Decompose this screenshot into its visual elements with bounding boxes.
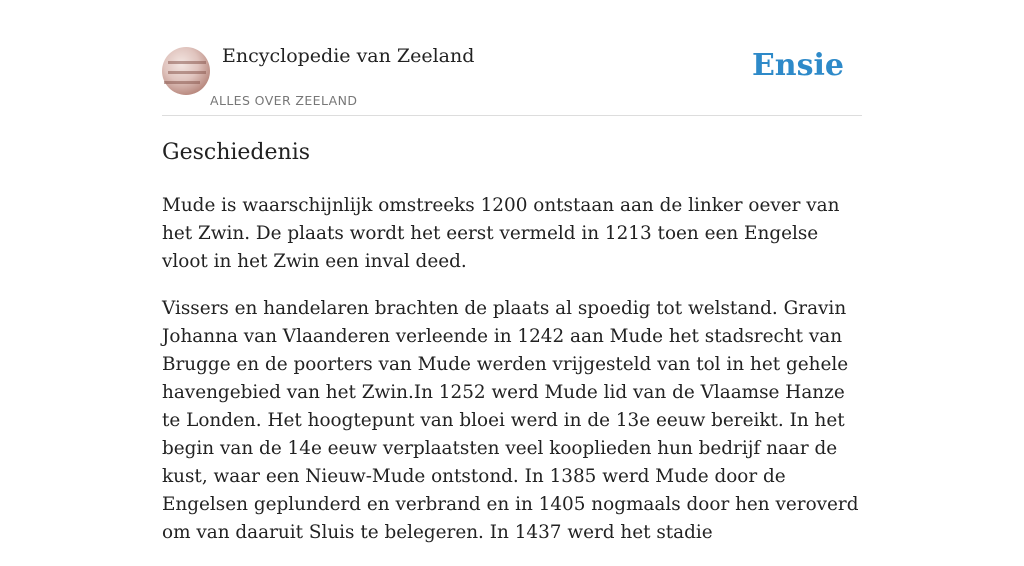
brand-logo-link[interactable]: Ensie xyxy=(751,48,844,83)
bookshelf-avatar-icon xyxy=(168,71,206,74)
bookshelf-avatar-icon xyxy=(164,81,200,84)
bookshelf-avatar-icon xyxy=(168,61,206,64)
avatar[interactable] xyxy=(162,47,210,95)
page-container xyxy=(162,0,862,543)
article-paragraph: Mude is waarschijnlijk omstreeks 1200 ontstaan aan de linker oever van het Zwin. De plaats wordt het eerst vermeld in 1213 toen een Engelse vloot in het Zwin een inval deed. xyxy=(162,195,840,272)
site-title[interactable]: Encyclopedie van Zeeland xyxy=(222,45,475,67)
site-tagline: ALLES OVER ZEELAND xyxy=(210,93,358,108)
section-heading: Geschiedenis xyxy=(162,140,311,165)
site-header xyxy=(162,0,862,116)
article-paragraph: Vissers en handelaren brachten de plaats al spoedig tot welstand. Gravin Johanna van Vlaanderen verleende in 1242 aan Mude het stadsrecht van Brugge en de poorters van Mude werden vrijgesteld van tol in het gehele havengebied van het Zwin.In 1252 werd Mude lid van de Vlaamse Hanze te Londen. Het hoogtepunt van bloei werd in de 13e eeuw bereikt. In het begin van de 14e eeuw verplaatsten veel kooplieden hun bedrijf naar de kust, waar een Nieuw-Mude ontstond. In 1385 werd Mude door de Engelsen geplunderd en verbrand en in 1405 nogmaals door hen veroverd om van daaruit Sluis te belegeren. In 1437 werd het stadie xyxy=(162,298,859,543)
article-body xyxy=(162,192,862,566)
